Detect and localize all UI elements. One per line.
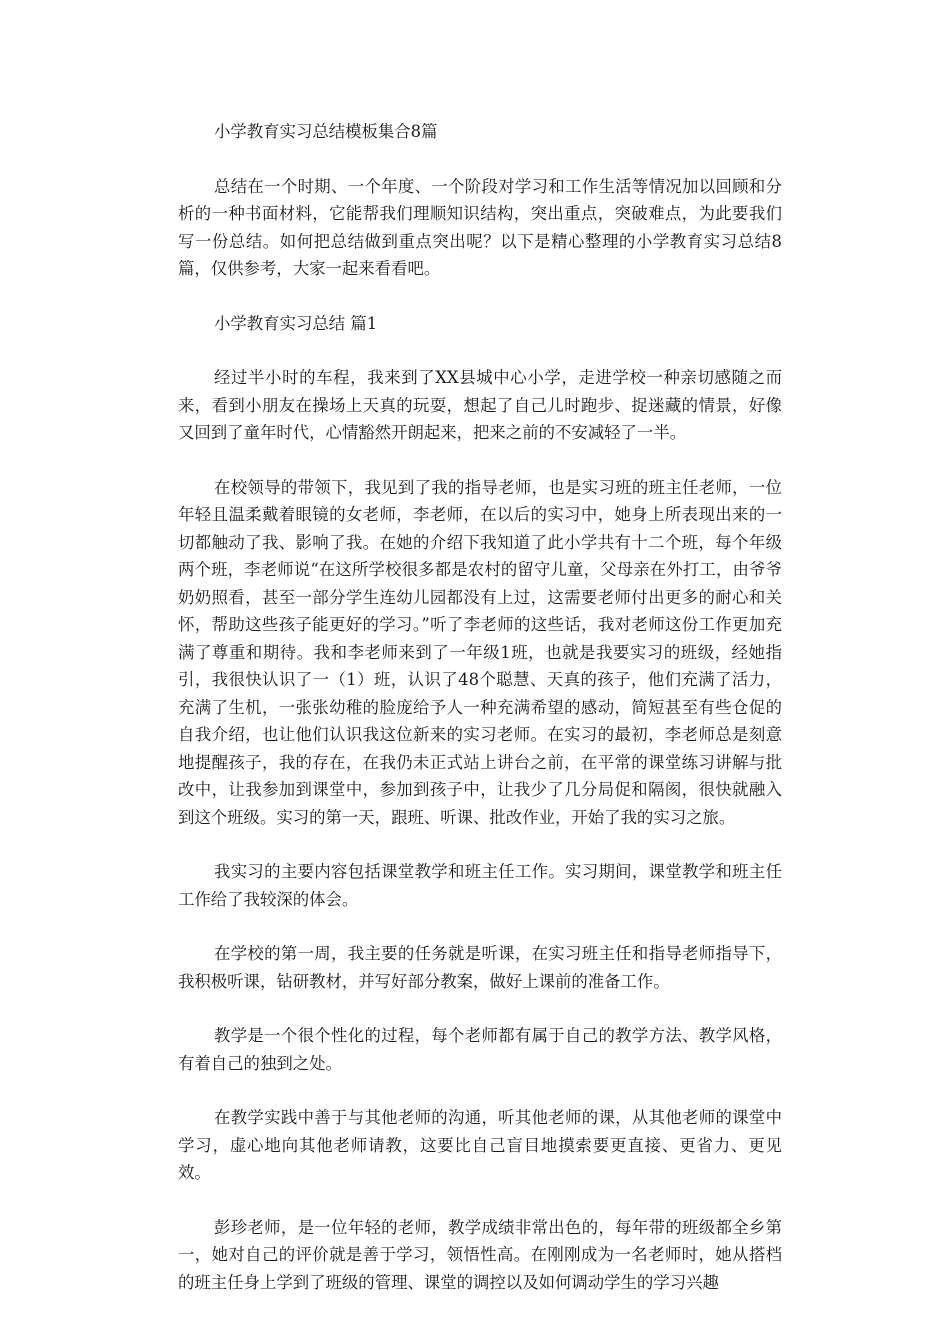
body-paragraph: 在学校的第一周，我主要的任务就是听课，在实习班主任和指导老师指导下，我积极听课，钻研教材，并写好部分教案，做好上课前的准备工作。 <box>178 944 782 991</box>
intro-paragraph: 总结在一个时期、一个年度、一个阶段对学习和工作生活等情况加以回顾和分析的一种书面材料，它能帮我们理顺知识结构，突出重点，突破难点，为此要我们写一份总结。如何把总结做到重点突出呢？以下是精心整理的小学教育实习总结8篇，仅供参考，大家一起来看看吧。 <box>178 176 782 278</box>
body-paragraph: 我实习的主要内容包括课堂教学和班主任工作。实习期间，课堂教学和班主任工作给了我较深的体会。 <box>178 862 782 909</box>
body-paragraph: 在校领导的带领下，我见到了我的指导老师，也是实习班的班主任老师，一位年轻且温柔戴着眼镜的女老师，李老师，在以后的实习中，她身上所表现出来的一切都触动了我、影响了我。在她的介绍下我知道了此小学共有十二个班，每个年级两个班，李老师说“在这所学校很多都是农村的留守儿童，父母亲在外打工，由爷爷奶奶照看，甚至一部分学生连幼儿园都没有上过，这需要老师付出更多的耐心和关怀，帮助这些孩子能更好的学习。”听了李老师的这些话，我对老师这份工作更加充满了尊重和期待。我和李老师来到了一年级1班，也就是我要实习的班级，经她指引，我很快认识了一（1）班，认识了48个聪慧、天真的孩子，他们充满了活力，充满了生机，一张张幼稚的脸庞给予人一种充满希望的感动，简短甚至有些仓促的自我介绍，也让他们认识我这位新来的实习老师。在实习的最初，李老师总是刻意地提醒孩子，我的存在，在我仍未正式站上讲台之前，在平常的课堂练习讲解与批改中，让我参加到课堂中，参加到孩子中，让我少了几分局促和隔阂，很快就融入到这个班级。实习的第一天，跟班、听课、批改作业，开始了我的实习之旅。 <box>178 477 782 827</box>
document-title: 小学教育实习总结模板集合8篇 <box>214 122 438 141</box>
body-paragraph: 经过半小时的车程，我来到了XX县城中心小学，走进学校一种亲切感随之而来，看到小朋友在操场上天真的玩耍，想起了自己儿时跑步、捉迷藏的情景，好像又回到了童年时代，心情豁然开朗起来，把来之前的不安减轻了一半。 <box>178 368 782 442</box>
body-paragraph: 彭珍老师，是一位年轻的老师，教学成绩非常出色的，每年带的班级都全乡第一，她对自己的评价就是善于学习，领悟性高。在刚刚成为一名老师时，她从搭档的班主任身上学到了班级的管理、课堂的调控以及如何调动学生的学习兴趣 <box>178 1217 782 1292</box>
body-paragraph: 在教学实践中善于与其他老师的沟通，听其他老师的课，从其他老师的课堂中学习，虚心地向其他老师请教，这要比自己盲目地摸索要更直接、更省力、更见效。 <box>178 1108 782 1182</box>
document-page <box>178 118 782 1323</box>
section-title: 小学教育实习总结 篇1 <box>214 313 378 333</box>
body-paragraph: 教学是一个很个性化的过程，每个老师都有属于自己的教学方法、教学风格，有着自己的独到之处。 <box>178 1026 782 1073</box>
